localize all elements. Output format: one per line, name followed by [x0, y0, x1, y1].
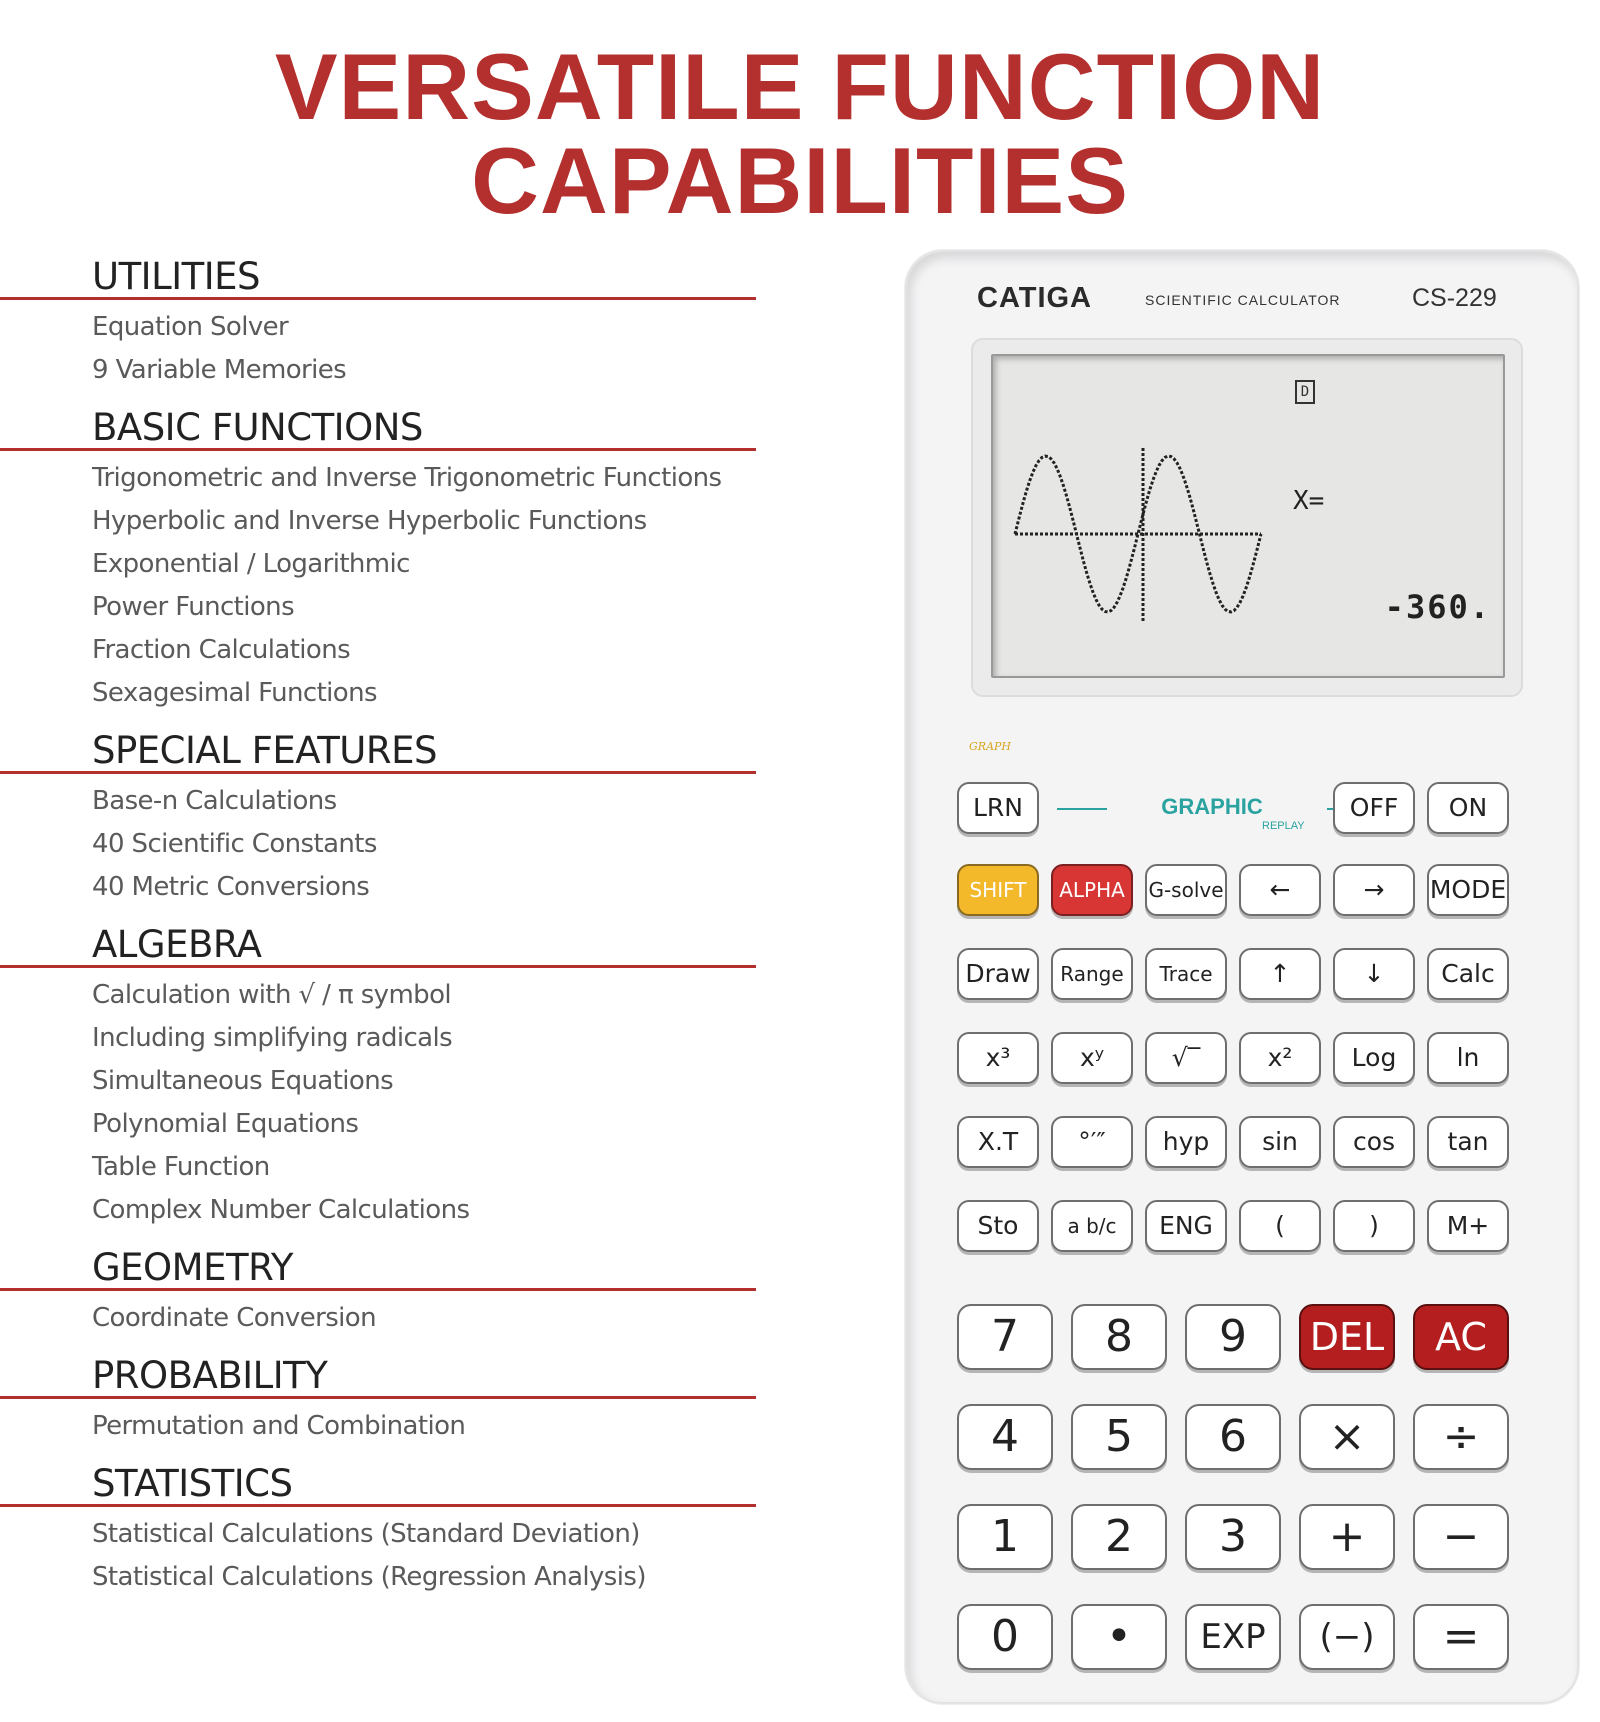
calculator — [905, 250, 1579, 1704]
feature-item: Statistical Calculations (Standard Deviation) — [92, 1519, 640, 1549]
feature-item: Hyperbolic and Inverse Hyperbolic Functions — [92, 506, 647, 536]
key-big-1-4[interactable]: ÷ — [1413, 1404, 1509, 1470]
key-big-0-4[interactable]: AC — [1413, 1304, 1509, 1370]
feature-item: Coordinate Conversion — [92, 1303, 376, 1333]
key-big-3-2[interactable]: EXP — [1185, 1604, 1281, 1670]
feature-item: 40 Scientific Constants — [92, 829, 377, 859]
feature-section-geometry — [0, 1246, 760, 1340]
section-title: SPECIAL FEATURES — [92, 729, 437, 772]
key-2-5[interactable]: Calc — [1427, 948, 1509, 1000]
key-3-3[interactable]: x² — [1239, 1032, 1321, 1084]
lcd-screen — [991, 354, 1505, 678]
feature-item: Exponential / Logarithmic — [92, 549, 410, 579]
section-title: BASIC FUNCTIONS — [92, 406, 423, 449]
section-title: UTILITIES — [92, 255, 260, 298]
key-big-2-0[interactable]: 1 — [957, 1504, 1053, 1570]
key-big-2-1[interactable]: 2 — [1071, 1504, 1167, 1570]
replay-label: REPLAY — [1262, 820, 1305, 832]
key-4-1[interactable]: °′″ — [1051, 1116, 1133, 1168]
key-big-2-2[interactable]: 3 — [1185, 1504, 1281, 1570]
key-3-5[interactable]: ln — [1427, 1032, 1509, 1084]
calculator-model: CS-229 — [1412, 284, 1497, 312]
key-5-2[interactable]: ENG — [1145, 1200, 1227, 1252]
calculator-brand: CATIGA — [977, 282, 1093, 314]
feature-list — [0, 255, 760, 1613]
key-1-2[interactable]: G-solve — [1145, 864, 1227, 916]
key-5-5[interactable]: M+ — [1427, 1200, 1509, 1252]
section-title: PROBABILITY — [92, 1354, 328, 1397]
feature-item: Permutation and Combination — [92, 1411, 466, 1441]
degree-indicator: D — [1295, 380, 1315, 404]
sine-graph — [993, 356, 1503, 676]
key-big-0-0[interactable]: 7 — [957, 1304, 1053, 1370]
key-5-0[interactable]: Sto — [957, 1200, 1039, 1252]
feature-item: Statistical Calculations (Regression Analysis) — [92, 1562, 646, 1592]
feature-item: Equation Solver — [92, 312, 289, 342]
feature-item: Trigonometric and Inverse Trigonometric Functions — [92, 463, 722, 493]
key-0-4[interactable]: OFF — [1333, 782, 1415, 834]
key-3-4[interactable]: Log — [1333, 1032, 1415, 1084]
section-items — [0, 780, 760, 909]
key-big-0-2[interactable]: 9 — [1185, 1304, 1281, 1370]
key-4-3[interactable]: sin — [1239, 1116, 1321, 1168]
feature-section-probability — [0, 1354, 760, 1448]
section-title: ALGEBRA — [92, 923, 262, 966]
calculator-subtitle: SCIENTIFIC CALCULATOR — [1145, 292, 1341, 308]
section-title: STATISTICS — [92, 1462, 293, 1505]
graph-secondary-label: GRAPH — [969, 740, 1012, 753]
feature-item: Fraction Calculations — [92, 635, 351, 665]
key-big-3-3[interactable]: (−) — [1299, 1604, 1395, 1670]
feature-section-basic-functions — [0, 406, 760, 715]
key-0-5[interactable]: ON — [1427, 782, 1509, 834]
graphic-label: GRAPHIC — [1161, 794, 1263, 819]
key-2-2[interactable]: Trace — [1145, 948, 1227, 1000]
key-1-3[interactable]: ← — [1239, 864, 1321, 916]
headline: VERSATILE FUNCTION CAPABILITIES — [274, 34, 1326, 233]
key-4-5[interactable]: tan — [1427, 1116, 1509, 1168]
key-big-3-4[interactable]: = — [1413, 1604, 1509, 1670]
key-big-3-0[interactable]: 0 — [957, 1604, 1053, 1670]
section-items — [0, 306, 760, 392]
key-1-5[interactable]: MODE — [1427, 864, 1509, 916]
key-big-1-3[interactable]: × — [1299, 1404, 1395, 1470]
feature-item: Power Functions — [92, 592, 295, 622]
key-0-0[interactable]: LRN — [957, 782, 1039, 834]
key-4-2[interactable]: hyp — [1145, 1116, 1227, 1168]
key-big-0-3[interactable]: DEL — [1299, 1304, 1395, 1370]
key-3-0[interactable]: x³ — [957, 1032, 1039, 1084]
section-title: GEOMETRY — [92, 1246, 294, 1289]
key-5-4[interactable]: ) — [1333, 1200, 1415, 1252]
section-items — [0, 1405, 760, 1448]
key-4-4[interactable]: cos — [1333, 1116, 1415, 1168]
section-items — [0, 1513, 760, 1599]
feature-section-utilities — [0, 255, 760, 392]
section-items — [0, 1297, 760, 1340]
key-2-3[interactable]: ↑ — [1239, 948, 1321, 1000]
key-big-2-3[interactable]: + — [1299, 1504, 1395, 1570]
key-big-1-2[interactable]: 6 — [1185, 1404, 1281, 1470]
graph-axes — [1015, 448, 1261, 621]
key-3-1[interactable]: xʸ — [1051, 1032, 1133, 1084]
key-1-1[interactable]: ALPHA — [1051, 864, 1133, 916]
feature-item: Base-n Calculations — [92, 786, 337, 816]
feature-item: Calculation with √ / π symbol — [92, 980, 452, 1010]
feature-section-statistics — [0, 1462, 760, 1599]
key-3-2[interactable]: √‾ — [1145, 1032, 1227, 1084]
screen-value: -360. — [1384, 588, 1491, 626]
key-big-1-1[interactable]: 5 — [1071, 1404, 1167, 1470]
key-2-0[interactable]: Draw — [957, 948, 1039, 1000]
key-big-3-1[interactable]: • — [1071, 1604, 1167, 1670]
key-big-1-0[interactable]: 4 — [957, 1404, 1053, 1470]
feature-section-special-features — [0, 729, 760, 909]
section-items — [0, 974, 760, 1232]
screen-label: X= — [1293, 486, 1325, 516]
feature-item: Simultaneous Equations — [92, 1066, 394, 1096]
key-5-3[interactable]: ( — [1239, 1200, 1321, 1252]
key-2-4[interactable]: ↓ — [1333, 948, 1415, 1000]
key-4-0[interactable]: X.T — [957, 1116, 1039, 1168]
key-big-0-1[interactable]: 8 — [1071, 1304, 1167, 1370]
feature-section-algebra — [0, 923, 760, 1232]
screen-bezel — [971, 338, 1523, 697]
key-2-1[interactable]: Range — [1051, 948, 1133, 1000]
feature-item: Polynomial Equations — [92, 1109, 359, 1139]
key-5-1[interactable]: a b/c — [1051, 1200, 1133, 1252]
section-items — [0, 457, 760, 715]
feature-item: Sexagesimal Functions — [92, 678, 377, 708]
key-big-2-4[interactable]: − — [1413, 1504, 1509, 1570]
key-1-0[interactable]: SHIFT — [957, 864, 1039, 916]
key-1-4[interactable]: → — [1333, 864, 1415, 916]
feature-item: 9 Variable Memories — [92, 355, 347, 385]
feature-item: 40 Metric Conversions — [92, 872, 370, 902]
feature-item: Complex Number Calculations — [92, 1195, 470, 1225]
feature-item: Including simplifying radicals — [92, 1023, 453, 1053]
feature-item: Table Function — [92, 1152, 270, 1182]
